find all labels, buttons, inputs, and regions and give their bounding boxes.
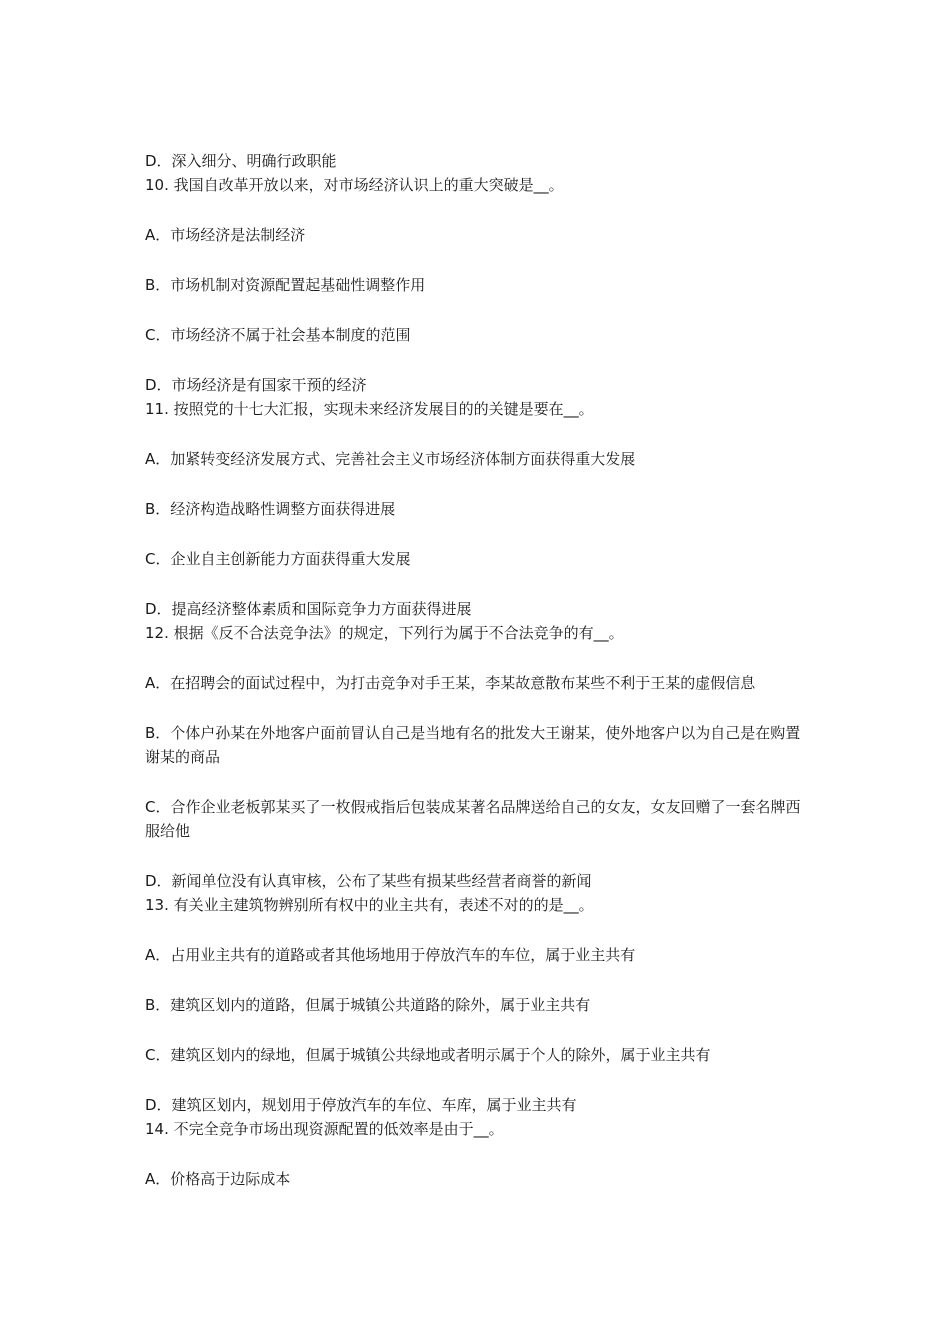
question-10: 10. 我国自改革开放以来，对市场经济认识上的重大突破是__。 <box>145 176 564 194</box>
option-c-q13: C．建筑区划内的绿地，但属于城镇公共绿地或者明示属于个人的除外，属于业主共有 <box>145 1046 711 1064</box>
question-13: 13. 有关业主建筑物辨别所有权中的业主共有，表述不对的的是__。 <box>145 896 594 914</box>
option-c-q10: C．市场经济不属于社会基本制度的范围 <box>145 326 411 344</box>
option-b-q12: B．个体户孙某在外地客户面前冒认自己是当地有名的批发大王谢某，使外地客户以为自己是在购置谢某的商品 <box>145 724 801 766</box>
option-a-q13: A．占用业主共有的道路或者其他场地用于停放汽车的车位，属于业主共有 <box>145 946 636 964</box>
option-b-q10: B．市场机制对资源配置起基础性调整作用 <box>145 276 426 294</box>
option-a-q14: A．价格高于边际成本 <box>145 1170 291 1188</box>
option-b-q11: B．经济构造战略性调整方面获得进展 <box>145 500 396 518</box>
option-d-q13: D．建筑区划内，规划用于停放汽车的车位、车库，属于业主共有 <box>145 1096 577 1114</box>
question-11: 11. 按照党的十七大汇报，实现未来经济发展目的的关键是要在__。 <box>145 400 594 418</box>
option-a-q11: A．加紧转变经济发展方式、完善社会主义市场经济体制方面获得重大发展 <box>145 450 636 468</box>
option-d-q11: D．提高经济整体素质和国际竞争力方面获得进展 <box>145 600 472 618</box>
option-d-q12: D．新闻单位没有认真审核，公布了某些有损某些经营者商誉的新闻 <box>145 872 592 890</box>
option-d-q10: D．市场经济是有国家干预的经济 <box>145 376 367 394</box>
question-14: 14. 不完全竞争市场出现资源配置的低效率是由于__。 <box>145 1120 504 1138</box>
question-12: 12. 根据《反不合法竞争法》的规定，下列行为属于不合法竞争的有__。 <box>145 624 624 642</box>
option-b-q13: B．建筑区划内的道路，但属于城镇公共道路的除外，属于业主共有 <box>145 996 591 1014</box>
option-a-q10: A．市场经济是法制经济 <box>145 226 306 244</box>
document-page <box>145 149 810 1191</box>
option-c-q12: C．合作企业老板郭某买了一枚假戒指后包装成某著名品牌送给自己的女友，女友回赠了一套名牌西服给他 <box>145 798 801 840</box>
option-a-q12: A．在招聘会的面试过程中，为打击竞争对手王某，李某故意散布某些不利于王某的虚假信息 <box>145 674 756 692</box>
option-c-q11: C．企业自主创新能力方面获得重大发展 <box>145 550 411 568</box>
option-d-q9: D．深入细分、明确行政职能 <box>145 152 337 170</box>
